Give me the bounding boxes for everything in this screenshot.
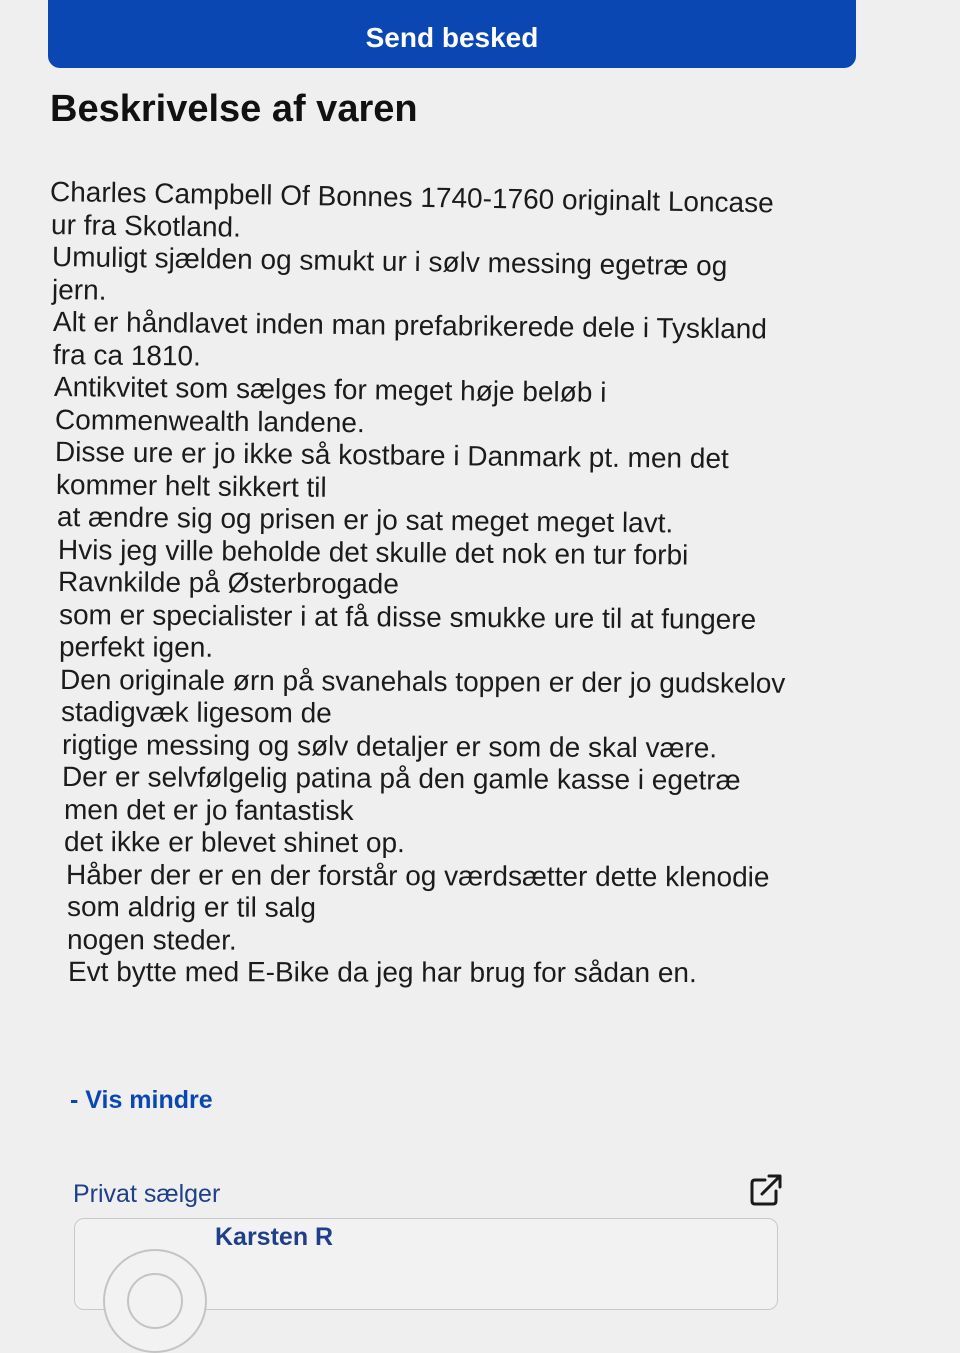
description-line: nogen steder. (66, 923, 237, 956)
description-line: rigtige messing og sølv detaljer er som de skal være. (61, 728, 718, 763)
external-link-icon[interactable] (748, 1172, 784, 1208)
description-line: Den originale ørn på svanehals toppen er der jo gudskelov (59, 663, 786, 699)
description-line: fra ca 1810. (52, 338, 202, 372)
description-line: ur fra Skotland. (50, 208, 242, 243)
description-title: Beskrivelse af varen (50, 88, 418, 130)
description-line: jern. (51, 273, 107, 306)
seller-card[interactable] (74, 1218, 778, 1310)
description-line: kommer helt sikkert til (55, 468, 327, 503)
description-line: stadigvæk ligesom de (60, 696, 332, 729)
seller-type-label: Privat sælger (73, 1180, 221, 1208)
description-line: at ændre sig og prisen er jo sat meget meget lavt. (56, 501, 674, 539)
description-text (50, 176, 840, 989)
description-line: Alt er håndlavet inden man prefabrikerede dele i Tyskland (52, 306, 768, 345)
description-line: som er specialister i at få disse smukke ure til at fungere (58, 598, 757, 635)
description-line: det ikke er blevet shinet op. (63, 826, 405, 859)
description-line: Håber der er en der forstår og værdsætter dette klenodie (65, 858, 770, 892)
description-line: Evt bytte med E-Bike da jeg har brug for sådan en. (67, 956, 697, 989)
avatar (103, 1249, 207, 1353)
description-line: Ravnkilde på Østerbrogade (57, 566, 399, 600)
description-line: Umuligt sjælden og smukt ur i sølv messing egetræ og (51, 241, 728, 282)
send-message-label: Send besked (365, 22, 539, 53)
description-line: men det er jo fantastisk (63, 793, 354, 826)
description-line: perfekt igen. (58, 631, 214, 663)
description-line: Der er selvfølgelig patina på den gamle kasse i egetræ (61, 761, 741, 796)
description-line: Disse ure er jo ikke så kostbare i Danmark pt. men det (54, 436, 729, 475)
show-less-link[interactable]: - Vis mindre (70, 1086, 213, 1114)
description-line: Commenwealth landene. (54, 403, 365, 438)
description-line: Charles Campbell Of Bonnes 1740-1760 originalt Loncase (49, 176, 774, 219)
seller-name: Karsten R (215, 1223, 334, 1251)
send-message-button[interactable] (48, 0, 856, 68)
description-line: Hvis jeg ville beholde det skulle det nok en tur forbi (57, 533, 689, 571)
description-line: Antikvitet som sælges for meget høje beløb i (53, 371, 607, 408)
description-line: som aldrig er til salg (66, 891, 317, 923)
